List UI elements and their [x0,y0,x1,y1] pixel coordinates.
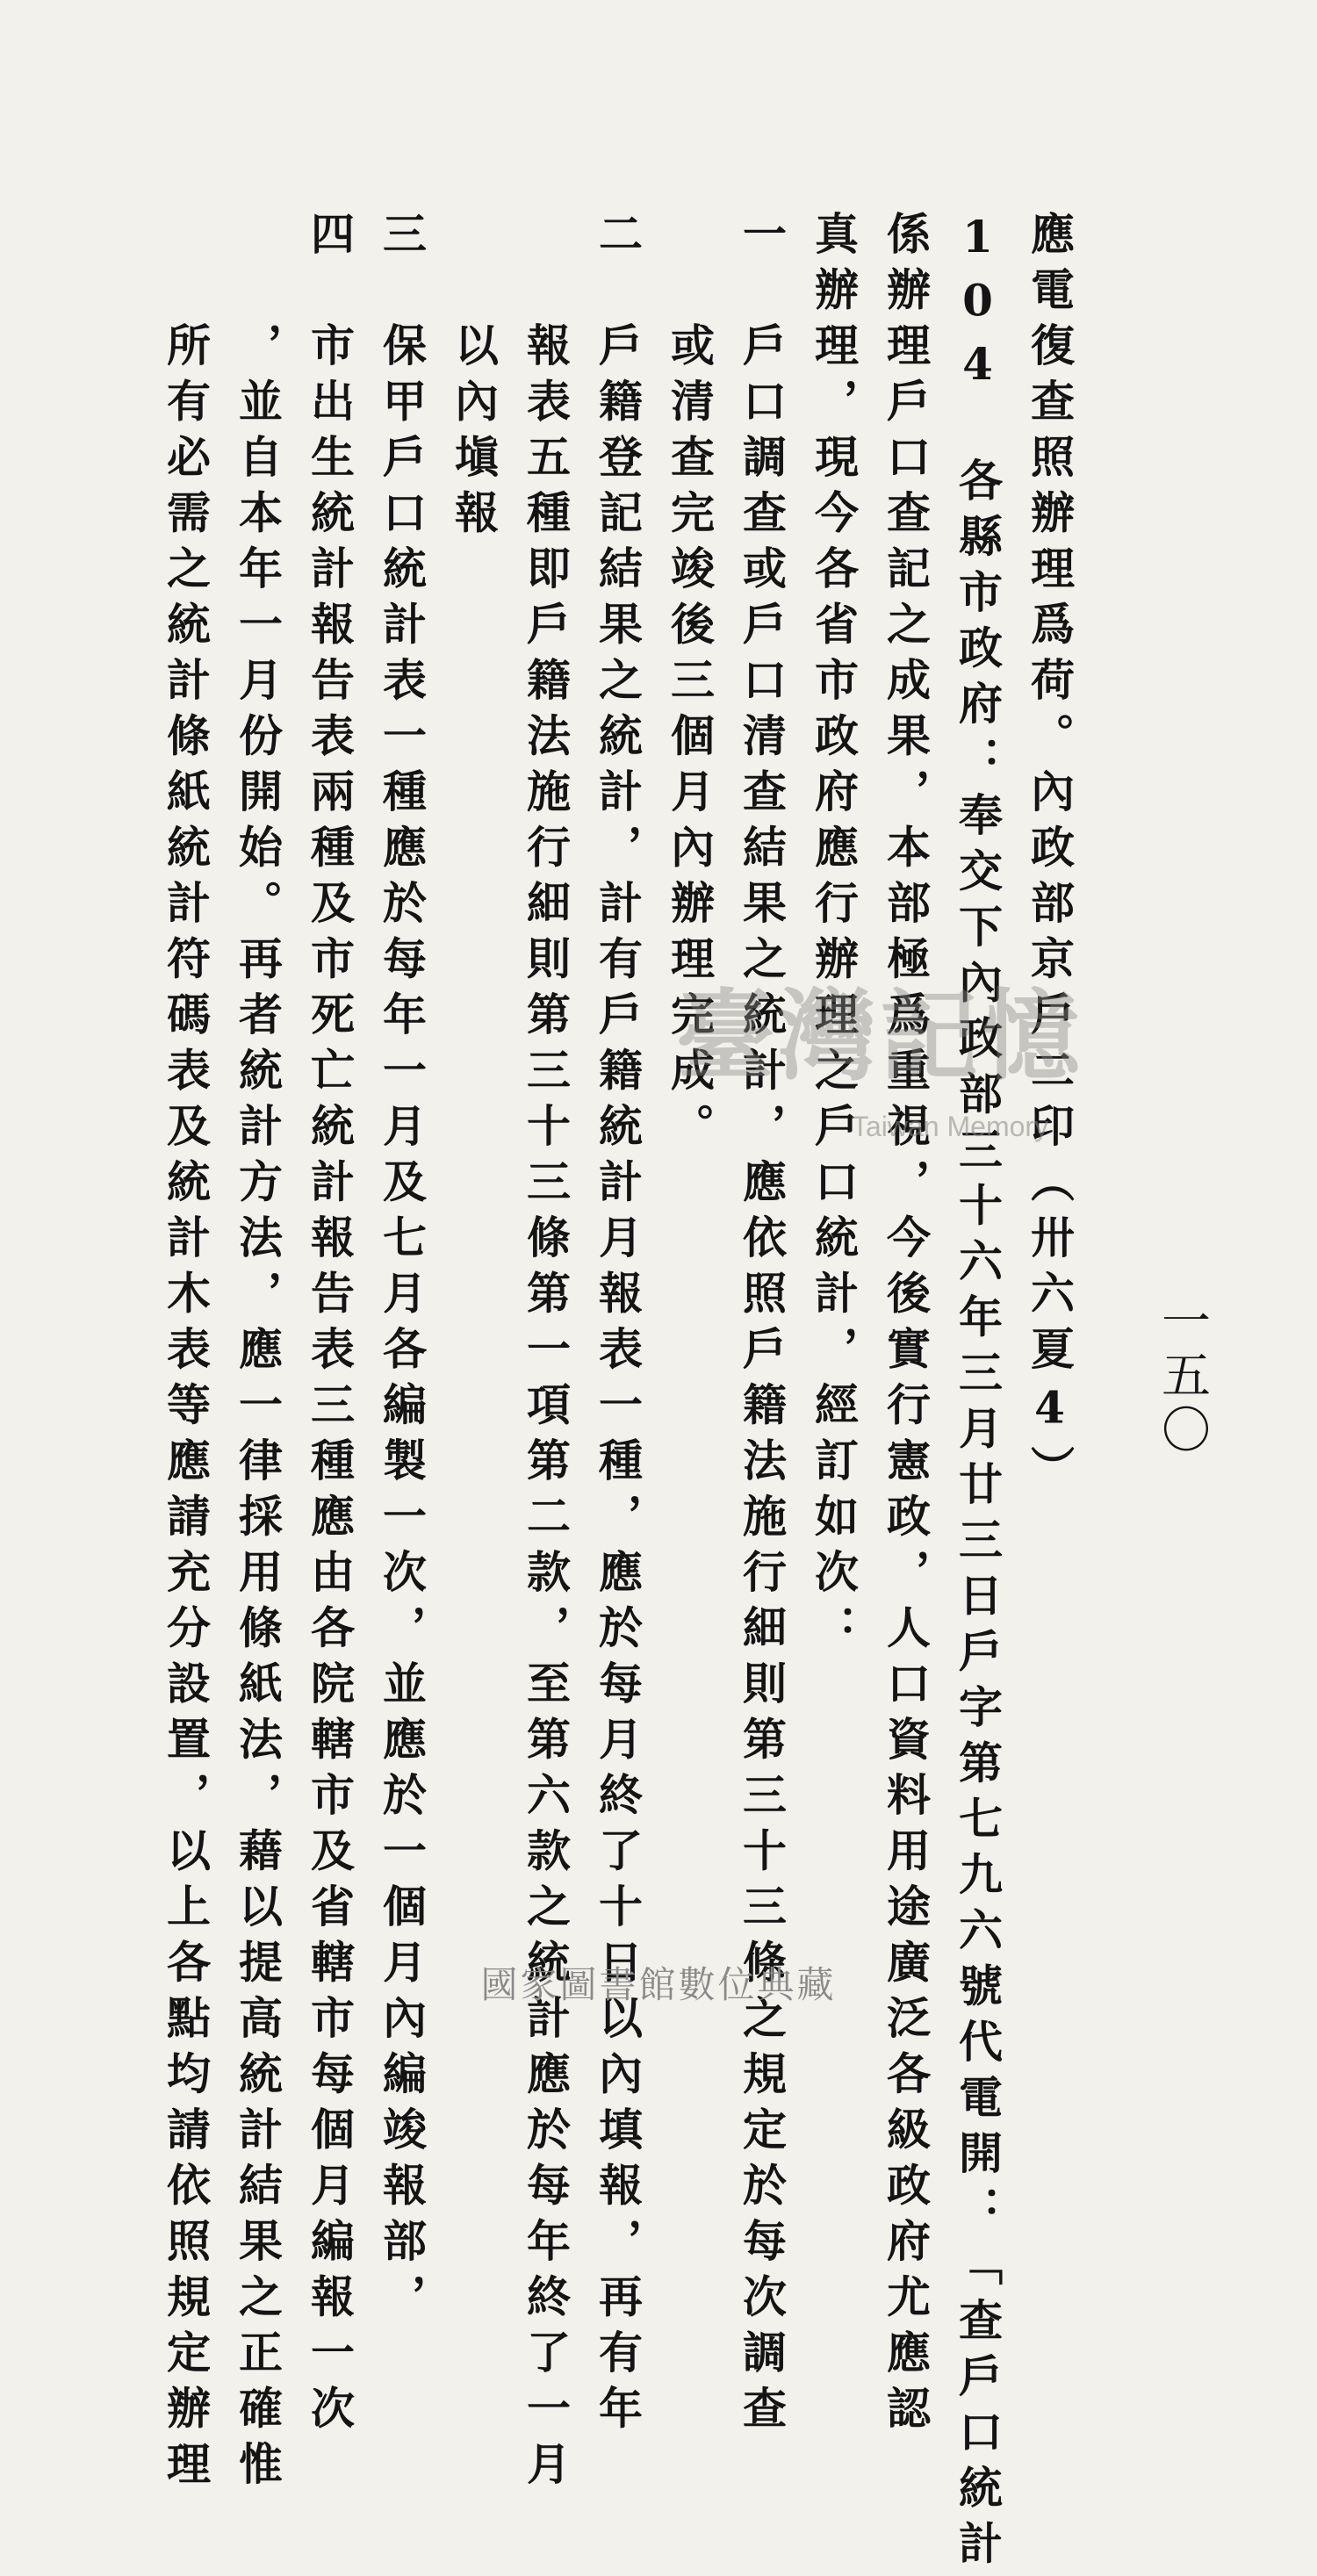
watermark-logo-subtitle: Taiwan Memory [852,1111,1049,1142]
text-column-1: 應電復查照辦理爲荷。內政部京戶二印（卅六夏4） [1024,211,1076,1501]
watermark-logo-text: 臺灣記憶 [676,979,1083,1094]
text-column-5: 一 戶口調查或戶口清查結果之統計，應依照戶籍法施行細則第三十三條之規定於每次調查 [736,211,788,2441]
text-column-11: 四 市出生統計報告表兩種及市死亡統計報告表三種應由各院轄市及省轄市每個月編報一次 [304,211,356,2441]
text-column-9: 以內塡報 [448,211,500,545]
text-column-2: 104 各縣市政府：奉交下內政部三十六年三月廿三日戶字第七九六號代電開：「查戶口統計 [952,211,1004,2576]
text-column-10: 三 保甲戶口統計表一種應於每年一月及七月各編製一次，並應於一個月內編竣報部， [376,211,428,2329]
text-column-12: ，並自本年一月份開始。再者統計方法，應一律採用條紙法，藉以提高統計結果之正確惟 [232,211,284,2497]
text-column-7: 二 戶籍登記結果之統計，計有戶籍統計月報表一種，應於每月終了十日以內填報，再有年 [592,211,644,2441]
footer-archive-label: 國家圖書館數位典藏 [480,1963,837,2006]
text-column-3: 係辦理戶口查記之成果，本部極爲重視，今後實行憲政，人口資料用途廣泛各級政府尤應認 [880,211,932,2441]
text-column-6: 或清查完竣後三個月內辦理完成。 [664,211,716,1159]
page-number: 一五〇 [1154,1295,1211,1458]
text-column-13: 所有必需之統計條紙統計符碼表及統計木表等應請充分設置，以上各點均請依照規定辦理 [160,211,212,2497]
text-column-4: 真辦理，現今各省市政府應行辦理之戶口統計，經訂如次： [808,211,860,1660]
text-column-8: 報表五種即戶籍法施行細則第三十三條第一項第二款，至第六款之統計應於每年終了一月 [520,211,572,2497]
